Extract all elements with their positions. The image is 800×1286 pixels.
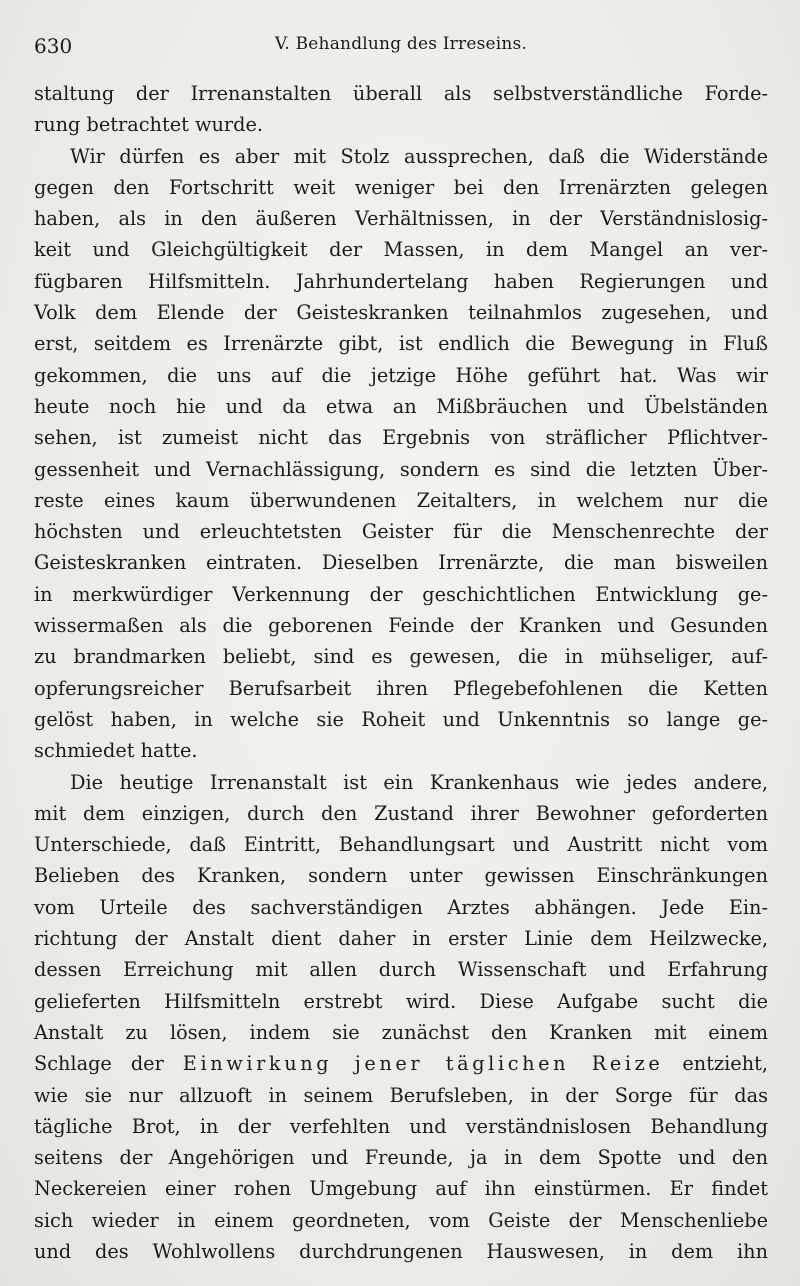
- text-line: zu brandmarken beliebt, sind es gewesen, die in mühseliger, auf-: [34, 645, 768, 669]
- text-line: wie sie nur allzuoft in seinem Berufsleben, in der Sorge für das: [34, 1083, 768, 1107]
- paragraph-start-line: Wir dürfen es aber mit Stolz aussprechen, daß die Widerstände: [70, 144, 768, 168]
- paragraph-start-line: Die heutige Irrenanstalt ist ein Krankenhaus wie jedes andere,: [70, 770, 768, 794]
- text-line: seitens der Angehörigen und Freunde, ja in dem Spotte und den: [34, 1146, 768, 1170]
- text-line: mit dem einzigen, durch den Zustand ihrer Bewohner geforderten: [34, 801, 768, 825]
- text-line: wissermaßen als die geborenen Feinde der Kranken und Gesunden: [34, 614, 768, 638]
- text-line: gegen den Fortschritt weit weniger bei den Irrenärzten gelegen: [34, 175, 768, 199]
- line-segment: entzieht,: [663, 1052, 768, 1076]
- text-line: höchsten und erleuchtetsten Geister für die Menschenrechte der: [34, 520, 768, 544]
- text-line: fügbaren Hilfsmitteln. Jahrhundertelang haben Regierungen und: [34, 269, 768, 293]
- text-line: Geisteskranken eintraten. Dieselben Irrenärzte, die man bisweilen: [34, 551, 768, 575]
- running-title: V. Behandlung des Irreseins.: [274, 34, 528, 54]
- text-line: sehen, ist zumeist nicht das Ergebnis von sträflicher Pflichtver-: [34, 426, 768, 450]
- emphasis-spaced-text: Einwirkung jener täglichen Reize: [182, 1052, 664, 1076]
- text-line: tägliche Brot, in der verfehlten und verständnislosen Behandlung: [34, 1114, 768, 1138]
- running-header: [34, 30, 768, 60]
- text-line: vom Urteile des sachverständigen Arztes abhängen. Jede Ein-: [34, 895, 768, 919]
- text-line: Volk dem Elende der Geisteskranken teilnahmlos zugesehen, und: [34, 301, 768, 325]
- text-line: heute noch hie und da etwa an Mißbräuchen und Übelständen: [34, 394, 768, 418]
- text-line: schmiedet hatte.: [34, 739, 198, 763]
- body-text: [34, 78, 768, 1267]
- page-number: 630: [34, 34, 73, 58]
- text-line: gekommen, die uns auf die jetzige Höhe geführt hat. Was wir: [34, 363, 768, 387]
- text-line: rung betrachtet wurde.: [34, 113, 264, 137]
- spaced-emphasis-line: [34, 1048, 768, 1079]
- text-line: haben, als in den äußeren Verhältnissen, in der Verständnislosig-: [34, 207, 768, 231]
- text-line: keit und Gleichgültigkeit der Massen, in dem Mangel an ver-: [34, 238, 768, 262]
- line-segment: Schlage der: [34, 1052, 183, 1076]
- text-line: richtung der Anstalt dient daher in erster Linie dem Heilzwecke,: [34, 927, 768, 951]
- text-line: dessen Erreichung mit allen durch Wissenschaft und Erfahrung: [34, 958, 768, 982]
- text-line: Neckereien einer rohen Umgebung auf ihn einstürmen. Er findet: [34, 1177, 768, 1201]
- text-line: erst, seitdem es Irrenärzte gibt, ist endlich die Bewegung in Fluß: [34, 332, 768, 356]
- text-line: Unterschiede, daß Eintritt, Behandlungsart und Austritt nicht vom: [34, 833, 768, 857]
- text-line: in merkwürdiger Verkennung der geschichtlichen Entwicklung ge-: [34, 582, 768, 606]
- text-line: gelöst haben, in welche sie Roheit und Unkenntnis so lange ge-: [34, 707, 768, 731]
- text-line: opferungsreicher Berufsarbeit ihren Pflegebefohlenen die Ketten: [34, 676, 768, 700]
- text-line: sich wieder in einem geordneten, vom Geiste der Menschenliebe: [34, 1208, 768, 1232]
- text-line: Belieben des Kranken, sondern unter gewissen Einschränkungen: [34, 864, 768, 888]
- text-line: und des Wohlwollens durchdrungenen Hauswesen, in dem ihn: [34, 1239, 768, 1263]
- text-line: gelieferten Hilfsmitteln erstrebt wird. Diese Aufgabe sucht die: [34, 989, 768, 1013]
- text-line: gessenheit und Vernachlässigung, sondern es sind die letzten Über-: [34, 457, 768, 481]
- text-line: reste eines kaum überwundenen Zeitalters, in welchem nur die: [34, 488, 768, 512]
- text-line: Anstalt zu lösen, indem sie zunächst den Kranken mit einem: [34, 1020, 768, 1044]
- text-line: staltung der Irrenanstalten überall als selbstverständliche Forde-: [34, 82, 768, 105]
